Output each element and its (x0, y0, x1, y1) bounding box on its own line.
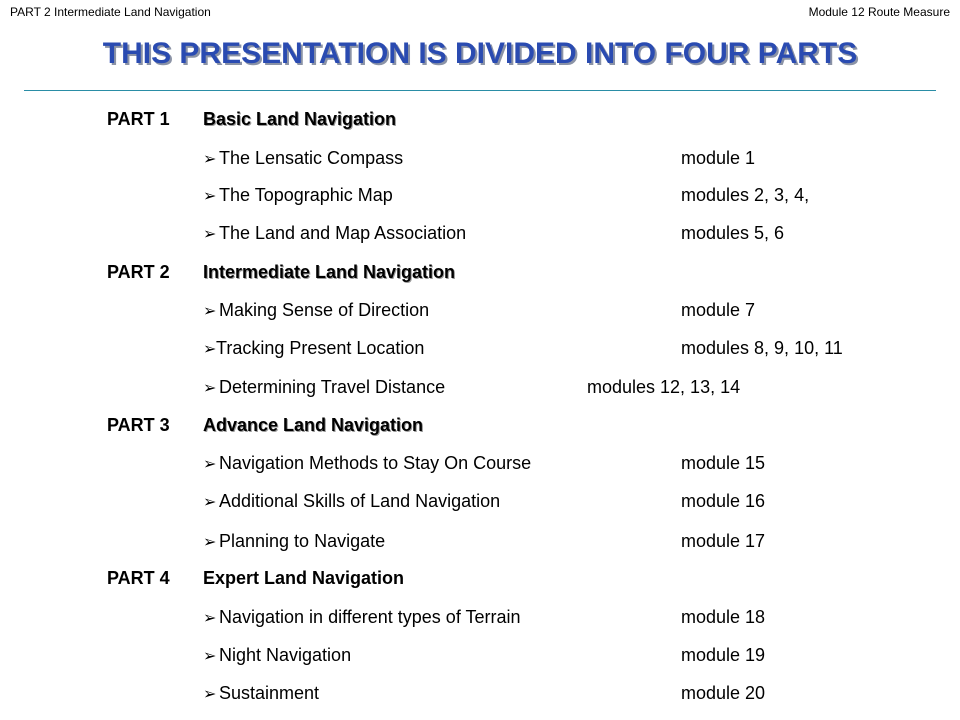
item-module: modules 5, 6 (681, 223, 785, 243)
part-name: Basic Land Navigation (203, 109, 397, 129)
item-text (203, 375, 445, 401)
item-text (203, 336, 424, 362)
arrow-bullet-icon: ➢ (203, 151, 217, 168)
item-title: Tracking Present Location (216, 338, 425, 358)
page-title: THIS PRESENTATION IS DIVIDED INTO FOUR PARTS (102, 37, 858, 70)
item-text (203, 489, 500, 515)
item-module: module 20 (681, 683, 766, 703)
item-text (203, 183, 393, 209)
item-text (203, 605, 521, 631)
item-title: The Land and Map Association (219, 223, 467, 243)
arrow-bullet-icon: ➢ (203, 341, 217, 358)
arrow-bullet-icon: ➢ (203, 648, 217, 665)
arrow-bullet-icon: ➢ (203, 686, 217, 703)
arrow-bullet-icon: ➢ (203, 610, 217, 627)
list-item (0, 375, 960, 399)
part-heading-row (0, 107, 960, 131)
item-module: module 7 (681, 300, 756, 320)
item-title: Planning to Navigate (219, 531, 386, 551)
arrow-bullet-icon: ➢ (203, 188, 217, 205)
list-item (0, 489, 960, 513)
item-module: module 16 (681, 491, 766, 511)
part-label: PART 4 (107, 568, 170, 588)
item-title: The Lensatic Compass (219, 148, 404, 168)
part-label: PART 1 (107, 109, 170, 129)
item-title: Navigation Methods to Stay On Course (219, 453, 532, 473)
item-module: module 1 (681, 148, 756, 168)
item-module: modules 2, 3, 4, (681, 185, 810, 205)
list-item (0, 451, 960, 475)
item-text (203, 451, 531, 477)
item-title: Night Navigation (219, 645, 352, 665)
arrow-bullet-icon: ➢ (203, 303, 217, 320)
item-text (203, 681, 319, 707)
item-text (203, 146, 403, 172)
item-title: Additional Skills of Land Navigation (219, 491, 501, 511)
part-name: Expert Land Navigation (203, 568, 405, 588)
item-title: Navigation in different types of Terrain (219, 607, 521, 627)
item-text (203, 298, 429, 324)
arrow-bullet-icon: ➢ (203, 456, 217, 473)
item-title: Making Sense of Direction (219, 300, 430, 320)
item-module: module 18 (681, 607, 766, 627)
item-text (203, 643, 351, 669)
item-module: module 15 (681, 453, 766, 473)
arrow-bullet-icon: ➢ (203, 226, 217, 243)
list-item (0, 681, 960, 705)
item-text (203, 221, 466, 247)
list-item (0, 221, 960, 245)
part-heading-row (0, 413, 960, 437)
arrow-bullet-icon: ➢ (203, 494, 217, 511)
list-item (0, 605, 960, 629)
list-item (0, 183, 960, 207)
item-module: modules 12, 13, 14 (587, 377, 741, 397)
item-title: Determining Travel Distance (219, 377, 446, 397)
part-name: Intermediate Land Navigation (203, 262, 456, 282)
item-module: module 17 (681, 531, 766, 551)
list-item (0, 336, 960, 360)
item-module: modules 8, 9, 10, 11 (681, 338, 843, 358)
item-text (203, 529, 385, 555)
header-right-text: Module 12 Route Measure (808, 5, 950, 19)
part-label: PART 2 (107, 262, 170, 282)
list-item (0, 529, 960, 553)
arrow-bullet-icon: ➢ (203, 534, 217, 551)
arrow-bullet-icon: ➢ (203, 380, 217, 397)
title-divider (24, 90, 936, 91)
list-item (0, 146, 960, 170)
part-heading-row (0, 260, 960, 284)
item-title: Sustainment (219, 683, 320, 703)
list-item (0, 298, 960, 322)
part-label: PART 3 (107, 415, 170, 435)
list-item (0, 643, 960, 667)
part-heading-row (0, 566, 960, 590)
item-module: module 19 (681, 645, 766, 665)
header-left-text: PART 2 Intermediate Land Navigation (10, 5, 211, 19)
part-name: Advance Land Navigation (203, 415, 424, 435)
item-title: The Topographic Map (219, 185, 393, 205)
